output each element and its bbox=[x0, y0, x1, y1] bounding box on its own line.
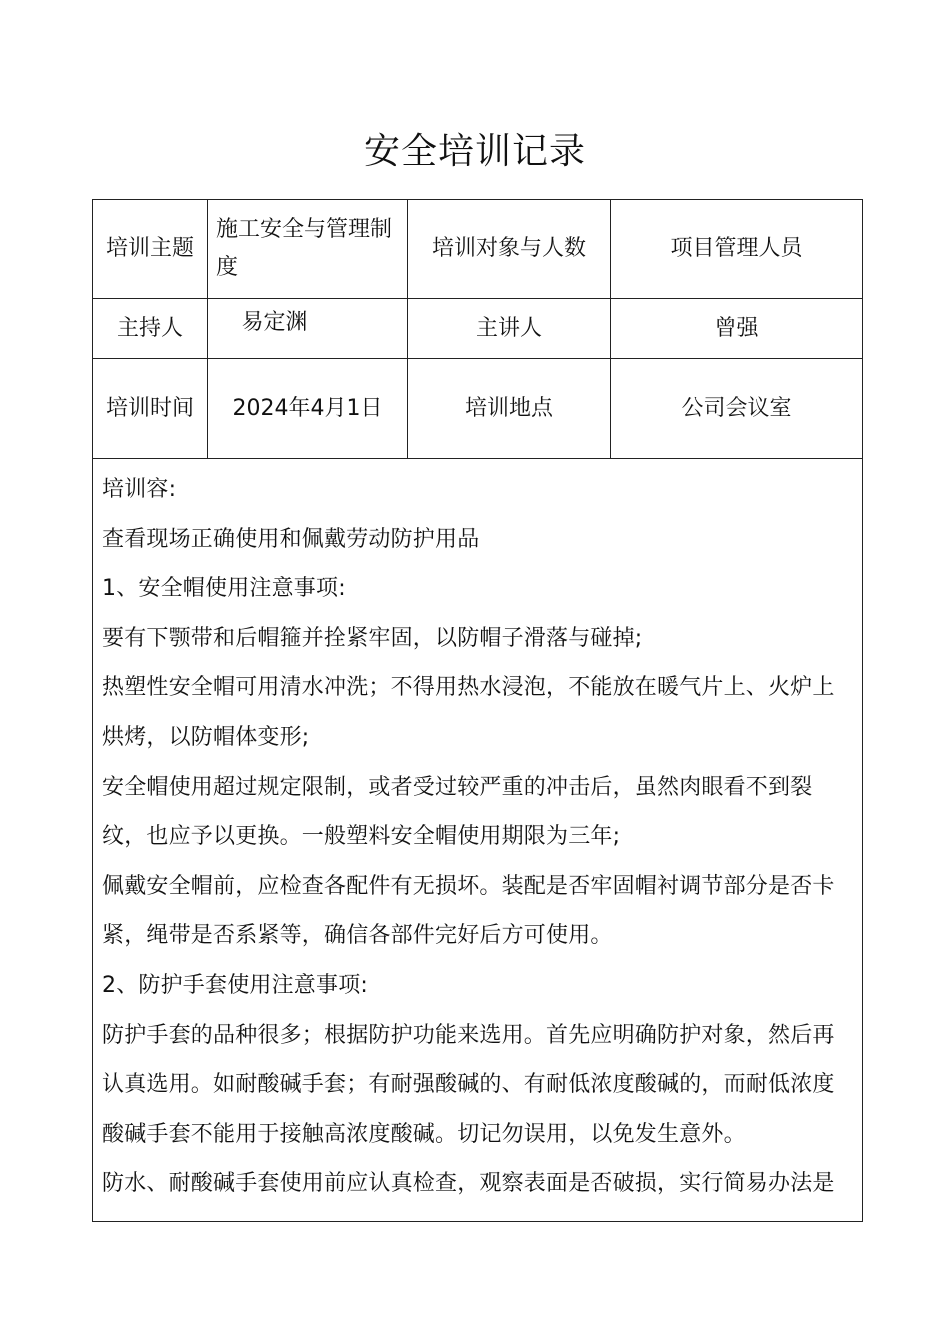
content-paragraph: 查看现场正确使用和佩戴劳动防护用品 bbox=[102, 526, 480, 552]
value-training-topic: 施工安全与管理制度 bbox=[208, 200, 408, 299]
training-record-table bbox=[92, 199, 863, 1222]
content-paragraph: 要有下颚带和后帽箍并拴紧牢固，以防帽子滑落与碰掉; bbox=[102, 625, 643, 651]
value-training-time: 2024年4月1日 bbox=[208, 359, 408, 459]
label-training-time: 培训时间 bbox=[93, 359, 208, 459]
table-row-host bbox=[93, 299, 863, 359]
content-section-heading: 2、防护手套使用注意事项: bbox=[102, 972, 369, 998]
content-paragraph: 热塑性安全帽可用清水冲洗；不得用热水浸泡，不能放在暖气片上、火炉上烘烤，以防帽体变形; bbox=[102, 675, 835, 750]
training-content-cell bbox=[93, 459, 863, 1222]
host-name: 易定渊 bbox=[241, 309, 308, 335]
value-training-place: 公司会议室 bbox=[611, 359, 863, 459]
label-speaker: 主讲人 bbox=[408, 299, 611, 359]
value-host bbox=[208, 299, 408, 359]
training-content bbox=[102, 465, 854, 1215]
label-host: 主持人 bbox=[93, 299, 208, 359]
table-row-time bbox=[93, 359, 863, 459]
content-paragraph: 佩戴安全帽前，应检查各配件有无损坏。装配是否牢固帽衬调节部分是否卡紧，绳带是否系紧等，确信各部件完好后方可使用。 bbox=[102, 873, 835, 949]
table-row-content bbox=[93, 459, 863, 1222]
content-paragraph: 安全帽使用超过规定限制，或者受过较严重的冲击后，虽然肉眼看不到裂纹，也应予以更换。一般塑料安全帽使用期限为三年; bbox=[102, 774, 813, 850]
document-title: 安全培训记录 bbox=[363, 131, 586, 172]
label-training-place: 培训地点 bbox=[408, 359, 611, 459]
label-training-audience: 培训对象与人数 bbox=[408, 200, 611, 299]
value-speaker: 曾强 bbox=[611, 299, 863, 359]
content-paragraph: 防水、耐酸碱手套使用前应认真检查，观察表面是否破损，实行简易办法是 bbox=[102, 1171, 835, 1197]
content-heading: 培训容: bbox=[102, 477, 177, 502]
value-training-audience: 项目管理人员 bbox=[611, 200, 863, 299]
content-paragraph: 防护手套的品种很多；根据防护功能来选用。首先应明确防护对象，然后再认真选用。如耐酸碱手套；有耐强酸碱的、有耐低浓度酸碱的，而耐低浓度酸碱手套不能用于接触高浓度酸碱。切记勿误用，以免发生意外。 bbox=[102, 1022, 835, 1147]
label-training-topic: 培训主题 bbox=[93, 200, 208, 299]
table-row-topic bbox=[93, 200, 863, 299]
content-section-heading: 1、安全帽使用注意事项: bbox=[102, 576, 346, 602]
